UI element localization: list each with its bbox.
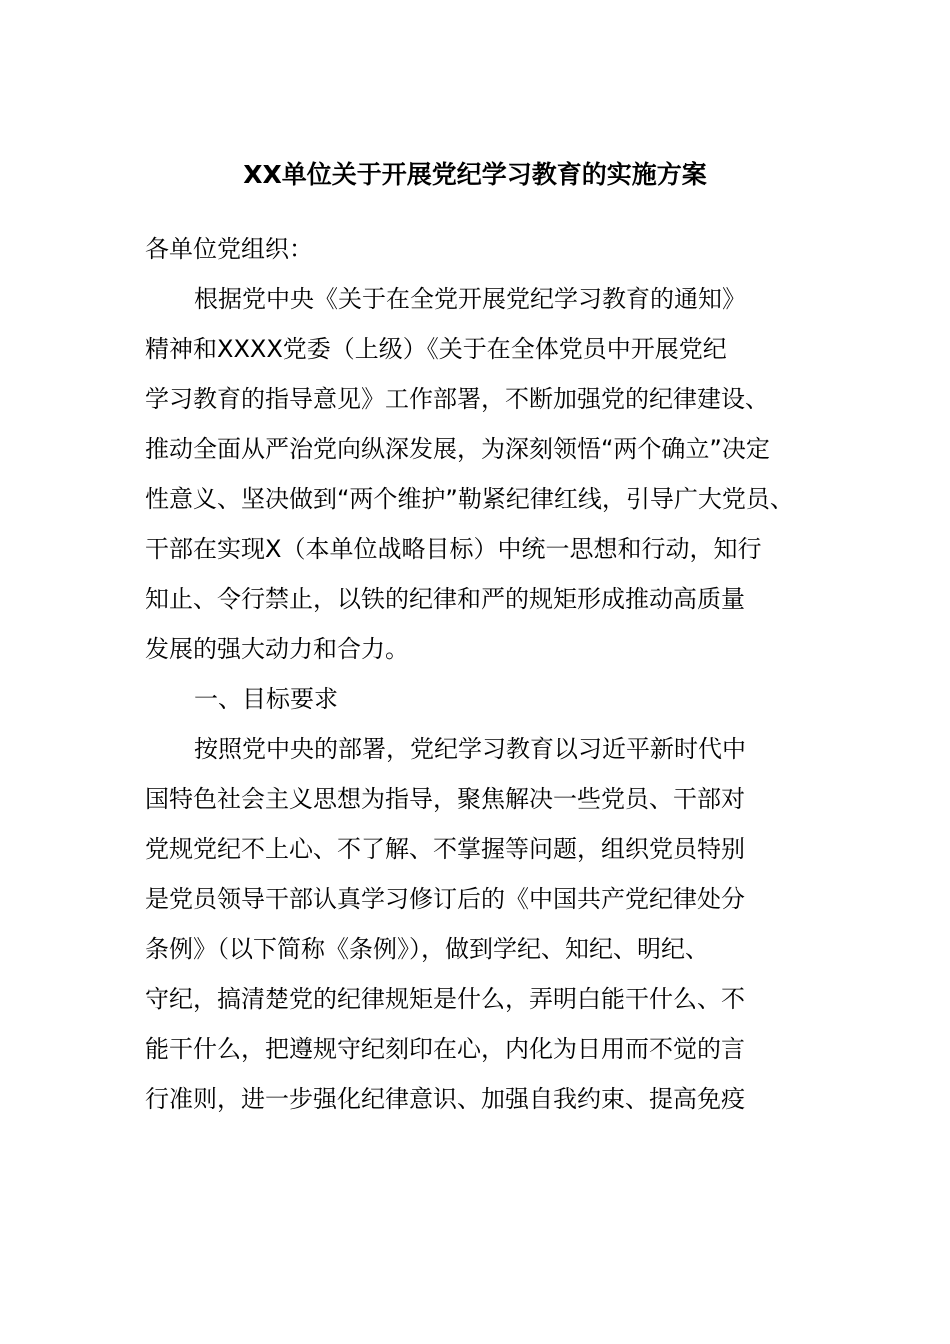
paragraph-line: 行准则，进一步强化纪律意识、加强自我约束、提高免疫 bbox=[145, 1085, 745, 1113]
paragraph-line: 学习教育的指导意见》工作部署，不断加强党的纪律建设、 bbox=[145, 385, 769, 413]
paragraph-line: 干部在实现X（本单位战略目标）中统一思想和行动，知行 bbox=[145, 535, 762, 563]
paragraph-line: 国特色社会主义思想为指导，聚焦解决一些党员、干部对 bbox=[145, 785, 745, 813]
paragraph-line: 推动全面从严治党向纵深发展，为深刻领悟“两个确立”决定 bbox=[145, 435, 770, 463]
paragraph-line: 根据党中央《关于在全党开展党纪学习教育的通知》 bbox=[194, 285, 746, 313]
paragraph-line: 能干什么，把遵规守纪刻印在心，内化为日用而不觉的言 bbox=[145, 1035, 745, 1063]
paragraph-line: 是党员领导干部认真学习修订后的《中国共产党纪律处分 bbox=[145, 885, 745, 913]
paragraph-line: 条例》（以下简称《条例》），做到学纪、知纪、明纪、 bbox=[145, 935, 709, 963]
paragraph-line: 党规党纪不上心、不了解、不掌握等问题，组织党员特别 bbox=[145, 835, 745, 863]
salutation: 各单位党组织： bbox=[145, 235, 313, 263]
paragraph-line: 知止、令行禁止，以铁的纪律和严的规矩形成推动高质量 bbox=[145, 585, 745, 613]
paragraph-line: 精神和XXXX党委（上级）《关于在全体党员中开展党纪 bbox=[145, 335, 727, 363]
document-title: XX单位关于开展党纪学习教育的实施方案 bbox=[243, 160, 707, 189]
paragraph-line: 发展的强大动力和合力。 bbox=[145, 635, 409, 663]
paragraph-line: 按照党中央的部署，党纪学习教育以习近平新时代中 bbox=[194, 735, 746, 763]
section-heading: 一、目标要求 bbox=[194, 685, 338, 713]
paragraph-line: 守纪，搞清楚党的纪律规矩是什么，弄明白能干什么、不 bbox=[145, 985, 745, 1013]
paragraph-line: 性意义、坚决做到“两个维护”勒紧纪律红线，引导广大党员、 bbox=[145, 485, 794, 513]
